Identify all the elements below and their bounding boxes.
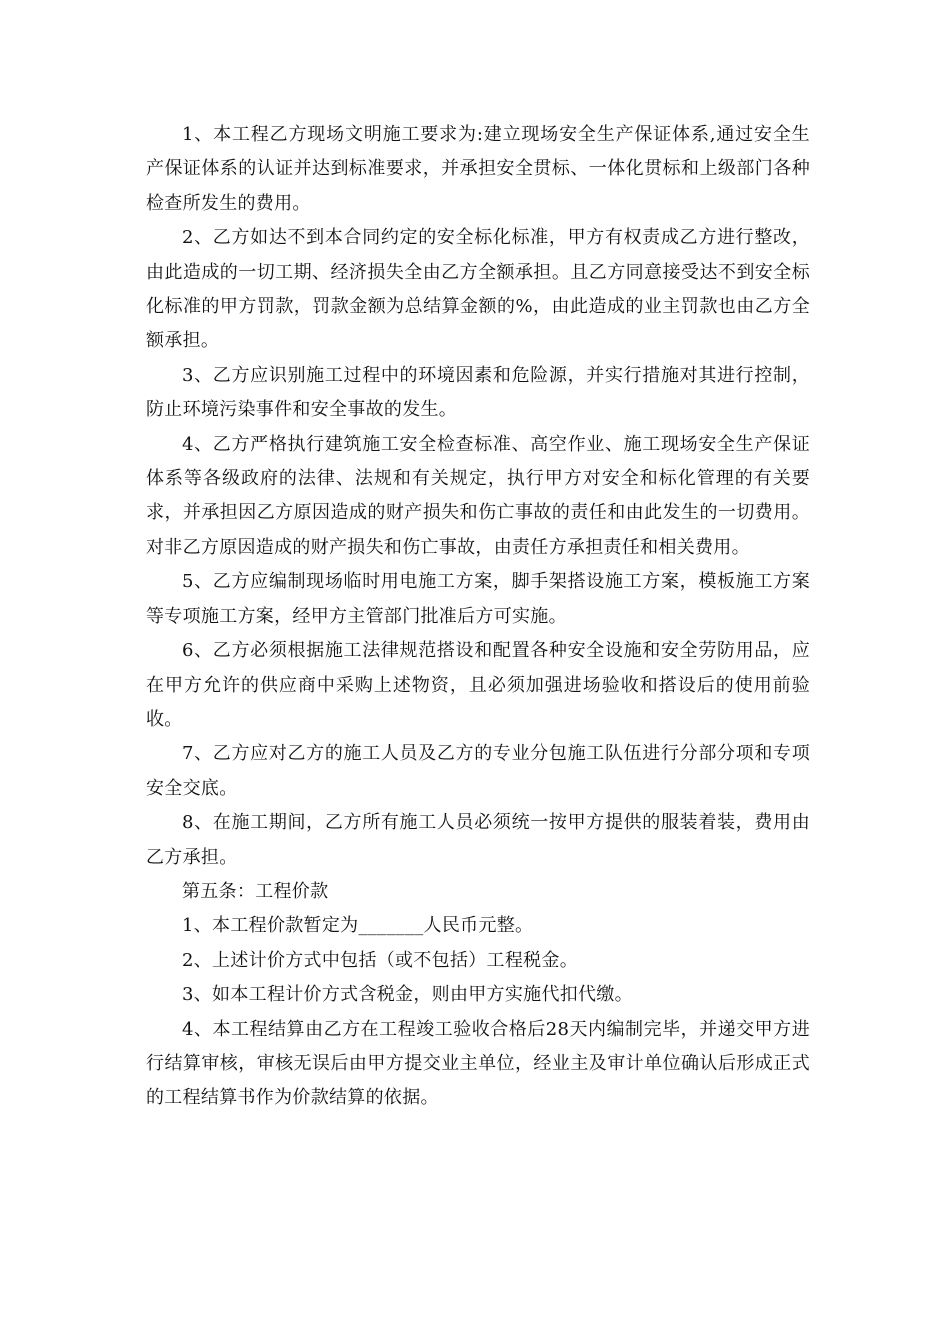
paragraph-price-4: 4、本工程结算由乙方在工程竣工验收合格后28天内编制完毕，并递交甲方进行结算审核，审核无误后由甲方提交业主单位，经业主及审计单位确认后形成正式的工程结算书作为价款结算的依据。 [146,1018,810,1109]
paragraph-safety-requirement-8: 8、在施工期间，乙方所有施工人员必须统一按甲方提供的服装着装，费用由乙方承担。 [146,812,810,868]
paragraph-safety-requirement-7: 7、乙方应对乙方的施工人员及乙方的专业分包施工队伍进行分部分项和专项安全交底。 [146,743,810,799]
paragraph-safety-requirement-5: 5、乙方应编制现场临时用电施工方案，脚手架搭设施工方案，模板施工方案等专项施工方案，经甲方主管部门批准后方可实施。 [146,571,810,627]
document-body [146,118,810,1116]
paragraph-safety-requirement-3: 3、乙方应识别施工过程中的环境因素和危险源，并实行措施对其进行控制，防止环境污染事件和安全事故的发生。 [146,364,810,421]
paragraph-safety-requirement-4: 4、乙方严格执行建筑施工安全检查标准、高空作业、施工现场安全生产保证体系等各级政府的法律、法规和有关规定，执行甲方对安全和标化管理的有关要求，并承担因乙方原因造成的财产损失和伤亡事故的责任和由此发生的一切费用。对非乙方原因造成的财产损失和伤亡事故，由责任方承担责任和相关费用。 [146,433,810,558]
paragraph-safety-requirement-2: 2、乙方如达不到本合同约定的安全标化标准，甲方有权责成乙方进行整改，由此造成的一切工期、经济损失全由乙方全额承担。且乙方同意接受达不到安全标化标准的甲方罚款，罚款金额为总结算金额的%，由此造成的业主罚款也由乙方全额承担。 [146,227,810,352]
paragraph-safety-requirement-1: 1、本工程乙方现场文明施工要求为:建立现场安全生产保证体系,通过安全生产保证体系的认证并达到标准要求，并承担安全贯标、一体化贯标和上级部门各种检查所发生的费用。 [146,124,810,214]
paragraph-price-1: 1、本工程价款暂定为_______人民币元整。 [182,915,534,937]
paragraph-price-3: 3、如本工程计价方式含税金，则由甲方实施代扣代缴。 [182,984,633,1006]
section-heading-article-5: 第五条：工程价款 [182,880,329,902]
paragraph-safety-requirement-6: 6、乙方必须根据施工法律规范搭设和配置各种安全设施和安全劳防用品，应在甲方允许的供应商中采购上述物资，且必须加强进场验收和搭设后的使用前验收。 [146,640,810,730]
paragraph-price-2: 2、上述计价方式中包括（或不包括）工程税金。 [182,949,579,971]
